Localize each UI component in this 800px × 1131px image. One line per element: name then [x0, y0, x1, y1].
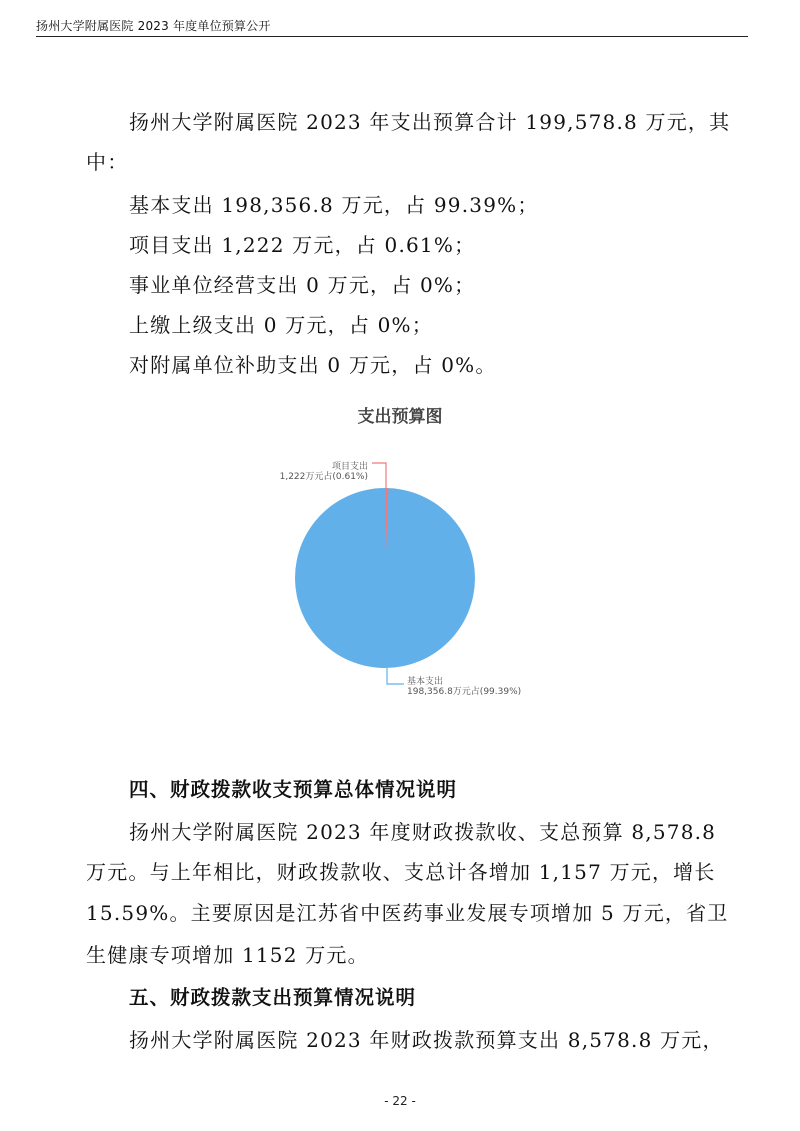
label-basic-name: 基本支出: [407, 677, 444, 687]
header-title: 扬州大学附属医院 2023 年度单位预算公开: [36, 19, 271, 33]
leader-line-basic: [387, 668, 404, 684]
label-basic-detail: 198,356.8万元占(99.39%): [407, 686, 522, 697]
chart-title: 支出预算图: [357, 407, 443, 427]
label-basic: [407, 678, 521, 697]
item-business-expense: 事业单位经营支出 0 万元，占 0%；: [129, 273, 476, 297]
item-basic-expense: 基本支出 198,356.8 万元，占 99.39%；: [129, 193, 539, 217]
label-project: [280, 463, 368, 482]
page-number: - 22 -: [384, 1094, 416, 1108]
leader-line-project: [372, 463, 386, 489]
section4-line-4: 生健康专项增加 1152 万元。: [86, 943, 369, 967]
section5-line-1: 扬州大学附属医院 2023 年财政拨款预算支出 8,578.8 万元，: [129, 1028, 724, 1052]
item-remit-expense: 上缴上级支出 0 万元，占 0%；: [129, 313, 433, 337]
intro-line-2: 中：: [86, 150, 129, 174]
intro-line-1: 扬州大学附属医院 2023 年支出预算合计 199,578.8 万元，其: [129, 110, 731, 134]
section4-line-2: 万元。与上年相比，财政拨款收、支总计各增加 1,157 万元，增长: [86, 860, 716, 884]
section4-line-3: 15.59%。主要原因是江苏省中医药事业发展专项增加 5 万元，省卫: [86, 901, 729, 925]
label-project-name: 项目支出: [331, 462, 368, 472]
section4-line-1: 扬州大学附属医院 2023 年度财政拨款收、支总预算 8,578.8: [129, 820, 717, 844]
section5-heading: 五、财政拨款支出预算情况说明: [129, 986, 417, 1009]
item-project-expense: 项目支出 1,222 万元，占 0.61%；: [129, 233, 476, 257]
label-project-detail: 1,222万元占(0.61%): [279, 471, 368, 482]
section4-heading: 四、财政拨款收支预算总体情况说明: [129, 778, 458, 801]
item-subsidy-expense: 对附属单位补助支出 0 万元，占 0%。: [129, 353, 497, 377]
